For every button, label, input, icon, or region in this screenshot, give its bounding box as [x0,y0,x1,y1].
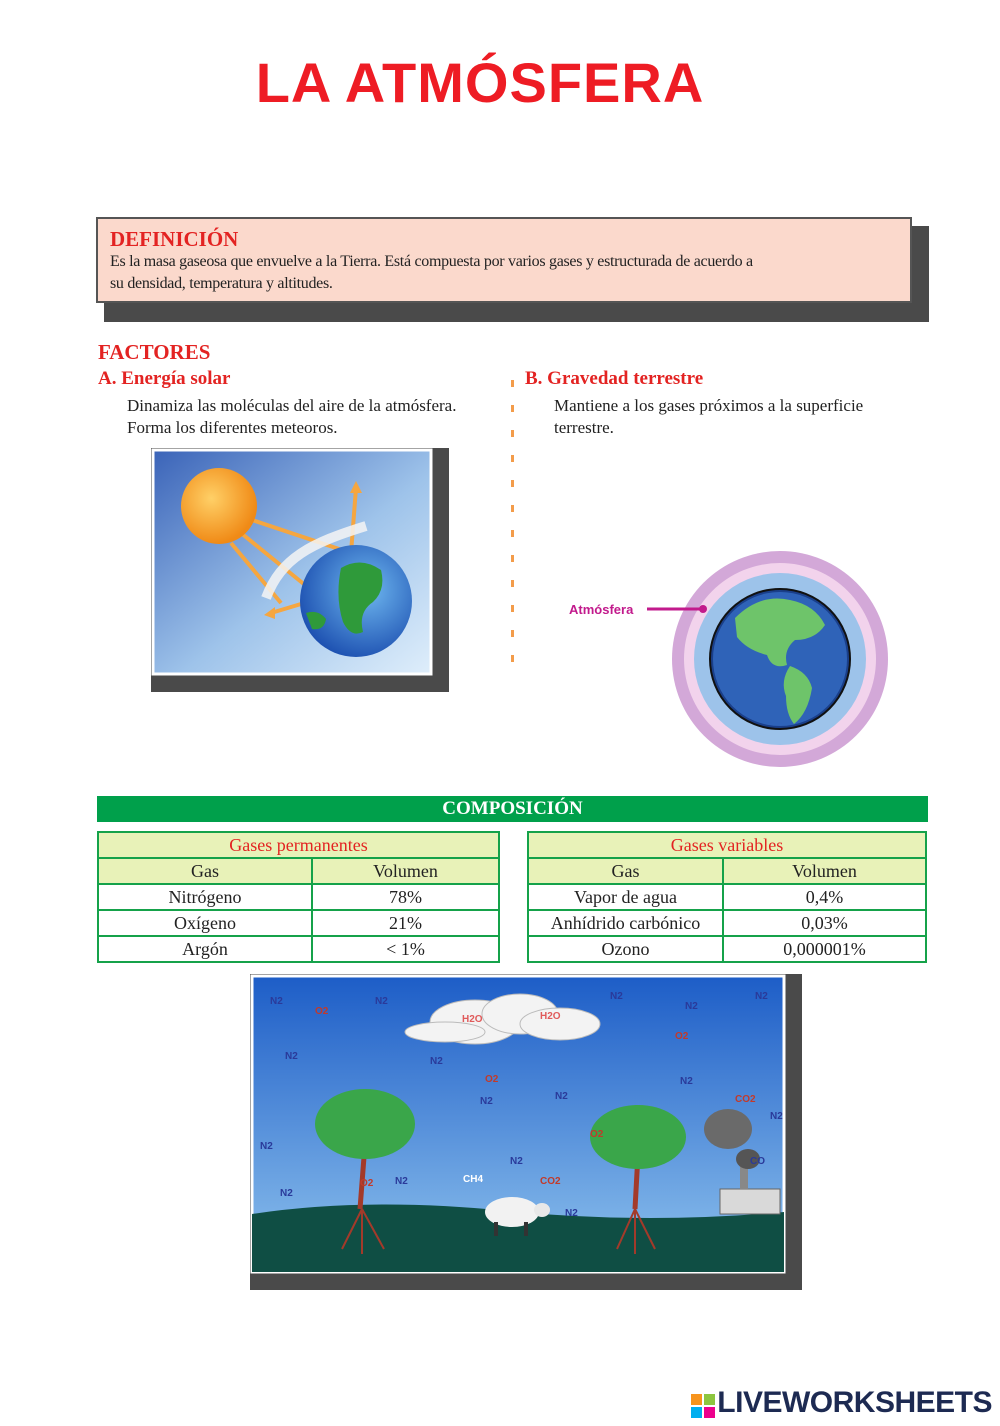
atmosphere-diagram [565,548,890,770]
page-title: LA ATMÓSFERA [255,51,705,114]
factor-b-line-1: Mantiene a los gases próximos a la superficie [554,396,864,415]
factores-heading: FACTORES [98,340,211,364]
gas-label-o2: O2 [315,1006,329,1017]
gas-volume: 0,4% [723,884,926,910]
composition-illustration [250,974,786,1274]
gas-label-n2: N2 [480,1096,493,1107]
permanent-gases-caption: Gases permanentes [98,832,499,858]
gas-label-n2: N2 [430,1056,443,1067]
gas-volume: 21% [312,910,499,936]
gas-name: Argón [98,936,312,962]
gas-label-n2: N2 [555,1091,568,1102]
column-header-gas: Gas [528,858,723,884]
gas-volume: < 1% [312,936,499,962]
gas-name: Nitrógeno [98,884,312,910]
gas-label-h2o: H2O [540,1011,561,1022]
gas-label-n2: N2 [565,1208,578,1219]
gas-label-n2: N2 [395,1176,408,1187]
column-header-gas: Gas [98,858,312,884]
gas-label-n2: N2 [270,996,283,1007]
variable-gases-table [527,831,927,963]
gas-label-co: CO [750,1156,765,1167]
gas-label-n2: N2 [510,1156,523,1167]
gas-label-o2: O2 [590,1129,604,1140]
factor-a-heading: A. Energía solar [98,368,231,389]
table-row [528,884,926,910]
gas-label-n2: N2 [685,1001,698,1012]
permanent-gases-table [97,831,500,963]
gas-label-n2: N2 [770,1111,783,1122]
table-row [98,936,499,962]
gas-label-co2: CO2 [735,1094,756,1105]
column-header-volumen: Volumen [723,858,926,884]
gas-volume: 0,03% [723,910,926,936]
gas-name: Vapor de agua [528,884,723,910]
liveworksheets-icon [691,1392,715,1416]
table-row [98,910,499,936]
gas-label-o2: O2 [675,1031,689,1042]
gas-label-n2: N2 [680,1076,693,1087]
gas-label-n2: N2 [610,991,623,1002]
solar-energy-image [151,448,433,676]
gas-label-o2: O2 [360,1178,374,1189]
gas-label-n2: N2 [280,1188,293,1199]
gas-label-o2: O2 [485,1074,499,1085]
composition-header: COMPOSICIÓN [97,796,928,822]
factor-b-heading: B. Gravedad terrestre [525,368,704,389]
gas-name: Oxígeno [98,910,312,936]
atmosphere-label: Atmósfera [569,602,634,617]
gas-label-n2: N2 [755,991,768,1002]
gas-label-n2: N2 [375,996,388,1007]
definition-line-2: su densidad, temperatura y altitudes. [110,275,333,292]
variable-gases-caption: Gases variables [528,832,926,858]
definition-box [96,217,912,303]
column-header-volumen: Volumen [312,858,499,884]
gas-label-n2: N2 [285,1051,298,1062]
gas-label-n2: N2 [260,1141,273,1152]
factor-b-line-2: terrestre. [554,418,614,437]
gas-volume: 0,000001% [723,936,926,962]
definition-heading: DEFINICIÓN [110,227,239,251]
liveworksheets-logo [691,1386,992,1420]
gas-label-co2: CO2 [540,1176,561,1187]
table-row [528,910,926,936]
factor-a-line-1: Dinamiza las moléculas del aire de la atmósfera. [127,396,457,415]
gas-name: Ozono [528,936,723,962]
gas-name: Anhídrido carbónico [528,910,723,936]
gas-volume: 78% [312,884,499,910]
gas-label-ch4: CH4 [463,1174,484,1185]
table-row [98,884,499,910]
definition-line-1: Es la masa gaseosa que envuelve a la Tierra. Está compuesta por varios gases y estructurada de acuerdo a [110,253,753,270]
factor-a-line-2: Forma los diferentes meteoros. [127,418,338,437]
table-row [528,936,926,962]
gas-label-h2o: H2O [462,1014,483,1025]
liveworksheets-text: LIVEWORKSHEETS [717,1386,992,1419]
